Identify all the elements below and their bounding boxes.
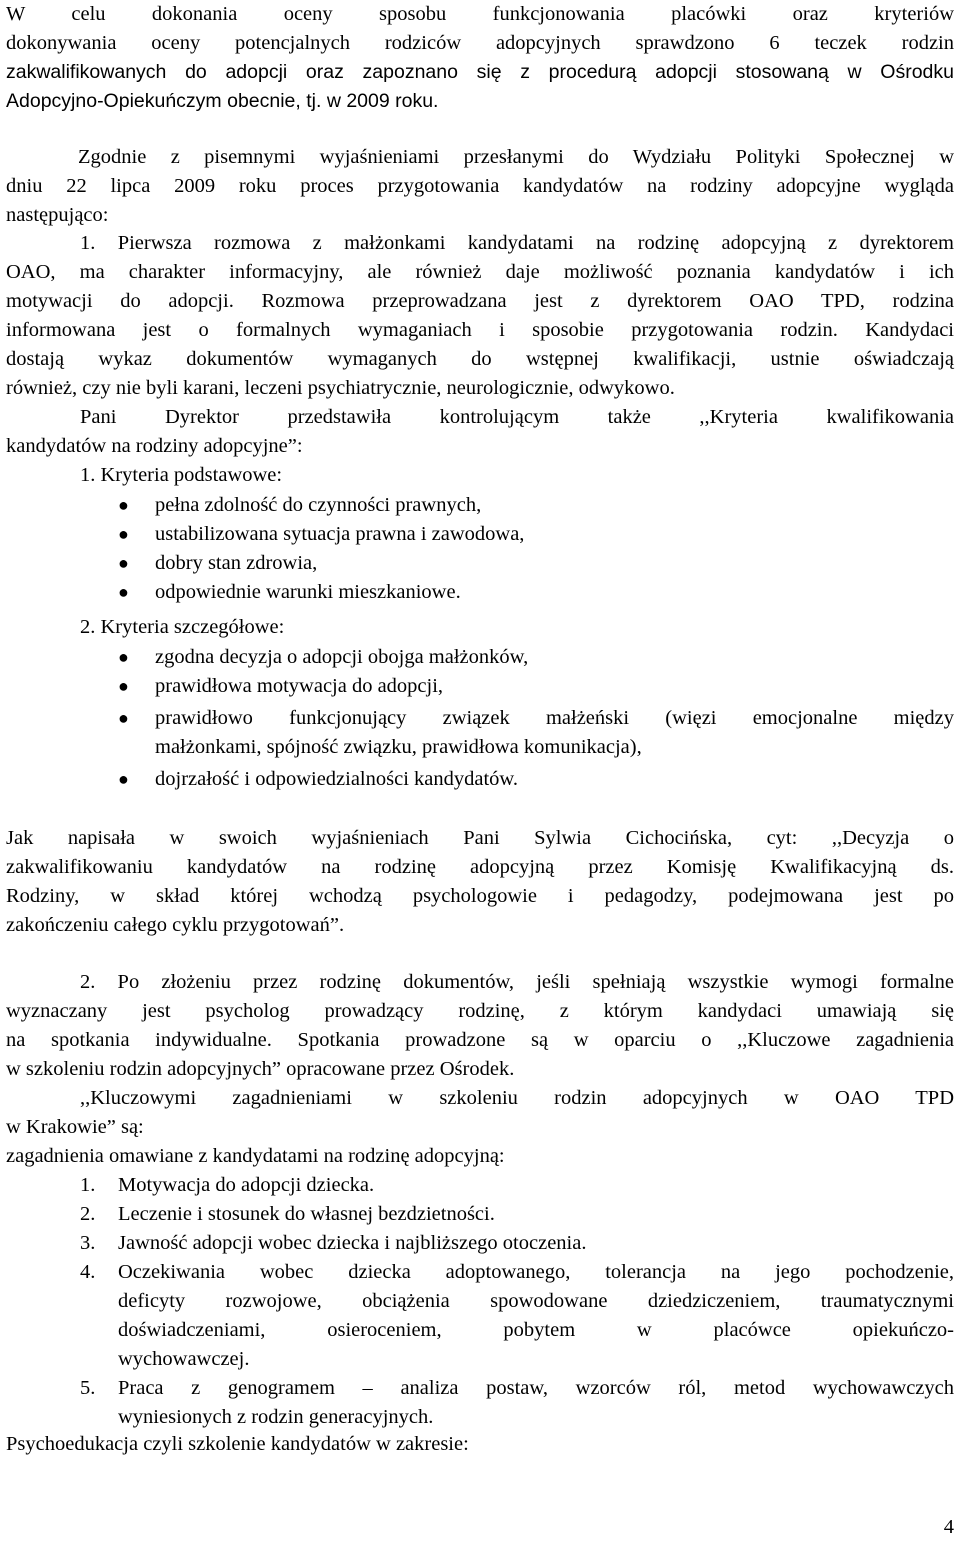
- criteria-detailed-list: [0, 643, 960, 794]
- bullet-icon: ●: [118, 524, 129, 544]
- bullet-icon: ●: [118, 769, 129, 789]
- list-item: [0, 1229, 960, 1258]
- text-line: w Krakowie” są:: [6, 1116, 144, 1138]
- text-line: informowana jest o formalnych wymaganiach i sposobie przygotowania rodzin. Kandydaci: [6, 319, 954, 341]
- step-1-paragraph: [6, 229, 954, 403]
- list-item-text: małżonkami, spójność związku, prawidłowa komunikacja),: [155, 736, 642, 758]
- text-line: zakończeniu całego cyklu przygotowań”.: [6, 914, 345, 936]
- key-issues-paragraph: [6, 1084, 954, 1142]
- step-2-paragraph: [6, 968, 954, 1084]
- director-paragraph: [6, 403, 954, 461]
- list-item: [0, 520, 960, 549]
- text-line: ,,Kluczowymi zagadnieniami w szkoleniu rodzin adopcyjnych w OAO TPD: [80, 1087, 954, 1109]
- bullet-icon: ●: [118, 553, 129, 573]
- list-item-text: deficyty rozwojowe, obciążenia spowodowane dziedziczeniem, traumatycznymi: [118, 1290, 954, 1312]
- text-line: wyznaczany jest psycholog prowadzący rodzinę, z którym kandydaci umawiają się: [6, 1000, 954, 1022]
- text-line: Adopcyjno-Opiekuńczym obecnie, tj. w 2009 roku.: [6, 90, 439, 112]
- list-item: [0, 578, 960, 607]
- list-item-text: odpowiednie warunki mieszkaniowe.: [155, 581, 461, 603]
- bullet-icon: ●: [118, 676, 129, 696]
- text-line: OAO, ma charakter informacyjny, ale również daje możliwość poznania kandydatów i ich: [6, 261, 954, 283]
- list-item: [0, 765, 960, 794]
- bullet-icon: ●: [118, 647, 129, 667]
- list-item-text: Oczekiwania wobec dziecka adoptowanego, tolerancja na jego pochodzenie,: [118, 1261, 954, 1283]
- text-line: Rodziny, w skład której wchodzą psychologowie i pedagodzy, podejmowana jest po: [6, 885, 954, 907]
- list-number: 3.: [80, 1232, 96, 1254]
- list-item: [0, 1171, 960, 1200]
- list-item: [0, 1258, 960, 1374]
- list-item-text: wychowawczej.: [118, 1348, 250, 1370]
- explanation-paragraph: [6, 143, 954, 230]
- list-item-text: Leczenie i stosunek do własnej bezdzietności.: [118, 1203, 495, 1225]
- list-item-text: prawidłowo funkcjonujący związek małżeński (więzi emocjonalne między: [155, 707, 954, 729]
- list-item: [0, 1200, 960, 1229]
- list-item-text: Jawność adopcji wobec dziecka i najbliższego otoczenia.: [118, 1232, 587, 1254]
- list-item-text: prawidłowa motywacja do adopcji,: [155, 675, 444, 697]
- text-line: następująco:: [6, 204, 109, 226]
- text-line: dostają wykaz dokumentów wymaganych do wstępnej kwalifikacji, ustnie oświadczają: [6, 348, 954, 370]
- list-item-text: dobry stan zdrowia,: [155, 552, 318, 574]
- text-line: zakwalifikowanych do adopcji oraz zapoznano się z procedurą adopcji stosowaną w Ośrodku: [6, 61, 954, 83]
- text-line: Zgodnie z pisemnymi wyjaśnieniami przesłanymi do Wydziału Polityki Społecznej w: [78, 146, 954, 168]
- text-line: W celu dokonania oceny sposobu funkcjonowania placówki oraz kryteriów: [6, 3, 954, 25]
- page-number: 4: [943, 1516, 954, 1538]
- bullet-icon: ●: [118, 495, 129, 515]
- text-line: 2. Po złożeniu przez rodzinę dokumentów, jeśli spełniają wszystkie wymogi formalne: [80, 971, 954, 993]
- list-item-text: Motywacja do adopcji dziecka.: [118, 1174, 375, 1196]
- text-line: na spotkania indywidualne. Spotkania prowadzone są w oparciu o ,,Kluczowe zagadnienia: [6, 1029, 954, 1051]
- text-line: dokonywania oceny potencjalnych rodziców adopcyjnych sprawdzono 6 teczek rodzin: [6, 32, 954, 54]
- criteria-basic-heading: 1. Kryteria podstawowe:: [80, 464, 283, 486]
- criteria-detailed-heading: 2. Kryteria szczegółowe:: [80, 616, 285, 638]
- intro-paragraph: [6, 0, 954, 116]
- list-item-text: dojrzałość i odpowiedzialności kandydatów.: [155, 768, 519, 790]
- list-item: [0, 549, 960, 578]
- list-item: [0, 491, 960, 520]
- text-line: kandydatów na rodziny adopcyjne”:: [6, 435, 303, 457]
- bullet-icon: ●: [118, 582, 129, 602]
- text-line: Pani Dyrektor przedstawiła kontrolującym także ,,Kryteria kwalifikowania: [80, 406, 954, 428]
- list-number: 2.: [80, 1203, 96, 1225]
- topics-intro: zagadnienia omawiane z kandydatami na rodzinę adopcyjną:: [6, 1145, 505, 1167]
- text-line: w szkoleniu rodzin adopcyjnych” opracowane przez Ośrodek.: [6, 1058, 515, 1080]
- list-number: 4.: [80, 1261, 96, 1283]
- bullet-icon: ●: [118, 708, 129, 728]
- text-line: dniu 22 lipca 2009 roku proces przygotowania kandydatów na rodziny adopcyjne wygląda: [6, 175, 954, 197]
- list-item: [0, 1374, 960, 1432]
- list-item-text: wyniesionych z rodzin generacyjnych.: [118, 1406, 434, 1428]
- psychoeducation-line: Psychoedukacja czyli szkolenie kandydatów w zakresie:: [6, 1433, 469, 1455]
- criteria-basic-list: [0, 491, 960, 607]
- list-item-text: doświadczeniami, osieroceniem, pobytem w placówce opiekuńczo-: [118, 1319, 954, 1341]
- list-item: [0, 704, 960, 762]
- text-line: 1. Pierwsza rozmowa z małżonkami kandydatami na rodzinę adopcyjną z dyrektorem: [80, 232, 954, 254]
- list-number: 5.: [80, 1377, 96, 1399]
- text-line: motywacji do adopcji. Rozmowa przeprowadzana jest z dyrektorem OAO TPD, rodzina: [6, 290, 954, 312]
- list-item: [0, 643, 960, 672]
- text-line: zakwalifikowaniu kandydatów na rodzinę adopcyjną przez Komisję Kwalifikacyjną ds.: [6, 856, 954, 878]
- list-number: 1.: [80, 1174, 96, 1196]
- list-item: [0, 672, 960, 701]
- topics-list: [0, 1171, 960, 1432]
- list-item-text: Praca z genogramem – analiza postaw, wzorców ról, metod wychowawczych: [118, 1377, 954, 1399]
- list-item-text: zgodna decyzja o adopcji obojga małżonków,: [155, 646, 529, 668]
- text-line: Jak napisała w swoich wyjaśnieniach Pani Sylwia Cichocińska, cyt: ,,Decyzja o: [6, 827, 954, 849]
- list-item-text: ustabilizowana sytuacja prawna i zawodowa,: [155, 523, 525, 545]
- text-line: również, czy nie byli karani, leczeni psychiatrycznie, neurologicznie, odwykowo.: [6, 377, 675, 399]
- list-item-text: pełna zdolność do czynności prawnych,: [155, 494, 482, 516]
- quote-paragraph: [6, 824, 954, 940]
